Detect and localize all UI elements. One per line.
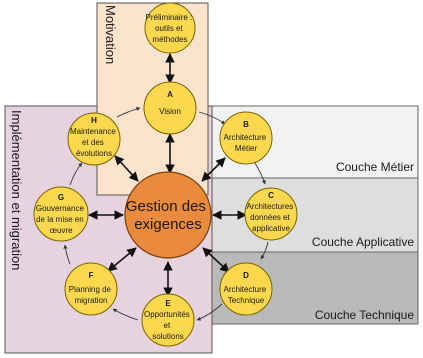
node-c-letter: C [268, 191, 274, 200]
node-e-line-1: Opportunités [143, 310, 190, 319]
node-b-line-1: Architecture [223, 133, 267, 142]
svg-text:Architectures données et [247, 202, 296, 233]
application-layer-label: Couche Applicative [311, 235, 414, 249]
node-h-letter: H [91, 116, 97, 125]
prelim-line-1: Préliminaire : [145, 13, 193, 22]
node-h-line-1: Maintenance [69, 127, 116, 136]
node-g-letter: G [57, 193, 65, 202]
node-c-line-2: données et [250, 213, 290, 222]
node-e-opportunities [142, 294, 194, 346]
node-g-line-3: œuvre [49, 226, 73, 235]
node-g-line-2: de la mise en [36, 215, 84, 224]
center-line-1: Gestion des [125, 198, 206, 215]
node-g-line-1: Gouvernance [35, 204, 84, 213]
business-layer-label: Couche Métier [335, 160, 414, 174]
node-f-line-1: Planning de [68, 285, 112, 294]
node-b-letter: B [243, 120, 249, 129]
node-f-migration-planning [65, 263, 117, 315]
node-b-business [220, 112, 272, 164]
node-h-line-3: évolutions [75, 149, 113, 158]
implementation-label: Implémentation et migration [9, 110, 24, 271]
node-h-maintenance [68, 113, 120, 165]
node-c-line-1: Architectures [246, 202, 294, 211]
center-requirements-management [125, 172, 211, 258]
node-e-line-3: solutions [152, 332, 184, 341]
node-c-data-application [245, 188, 297, 240]
node-prelim [145, 3, 195, 53]
node-d-technical [220, 263, 272, 315]
prelim-line-3: méthodes [152, 35, 188, 44]
node-c-line-3: applicative [252, 224, 290, 233]
node-a-letter: A [167, 90, 173, 99]
node-f-line-2: migration [74, 296, 108, 305]
technical-layer-label: Couche Technique [314, 308, 414, 322]
node-h-line-2: et des [81, 138, 104, 147]
node-a-label: Vision [159, 107, 181, 116]
center-line-2: exigences [134, 216, 202, 233]
node-e-letter: E [165, 299, 171, 308]
prelim-line-2: outils et [155, 24, 183, 33]
svg-text:Gestion des exigences [126, 198, 210, 233]
node-e-line-2: et [163, 321, 171, 330]
node-f-letter: F [88, 271, 94, 280]
motivation-label: Motivation [103, 5, 118, 65]
node-d-letter: D [243, 271, 249, 280]
node-d-line-2: Technique [227, 296, 265, 305]
node-b-line-2: Métier [234, 144, 258, 153]
node-d-line-1: Architecture [223, 285, 267, 294]
node-a-vision [144, 82, 196, 134]
node-g-governance [34, 187, 88, 241]
